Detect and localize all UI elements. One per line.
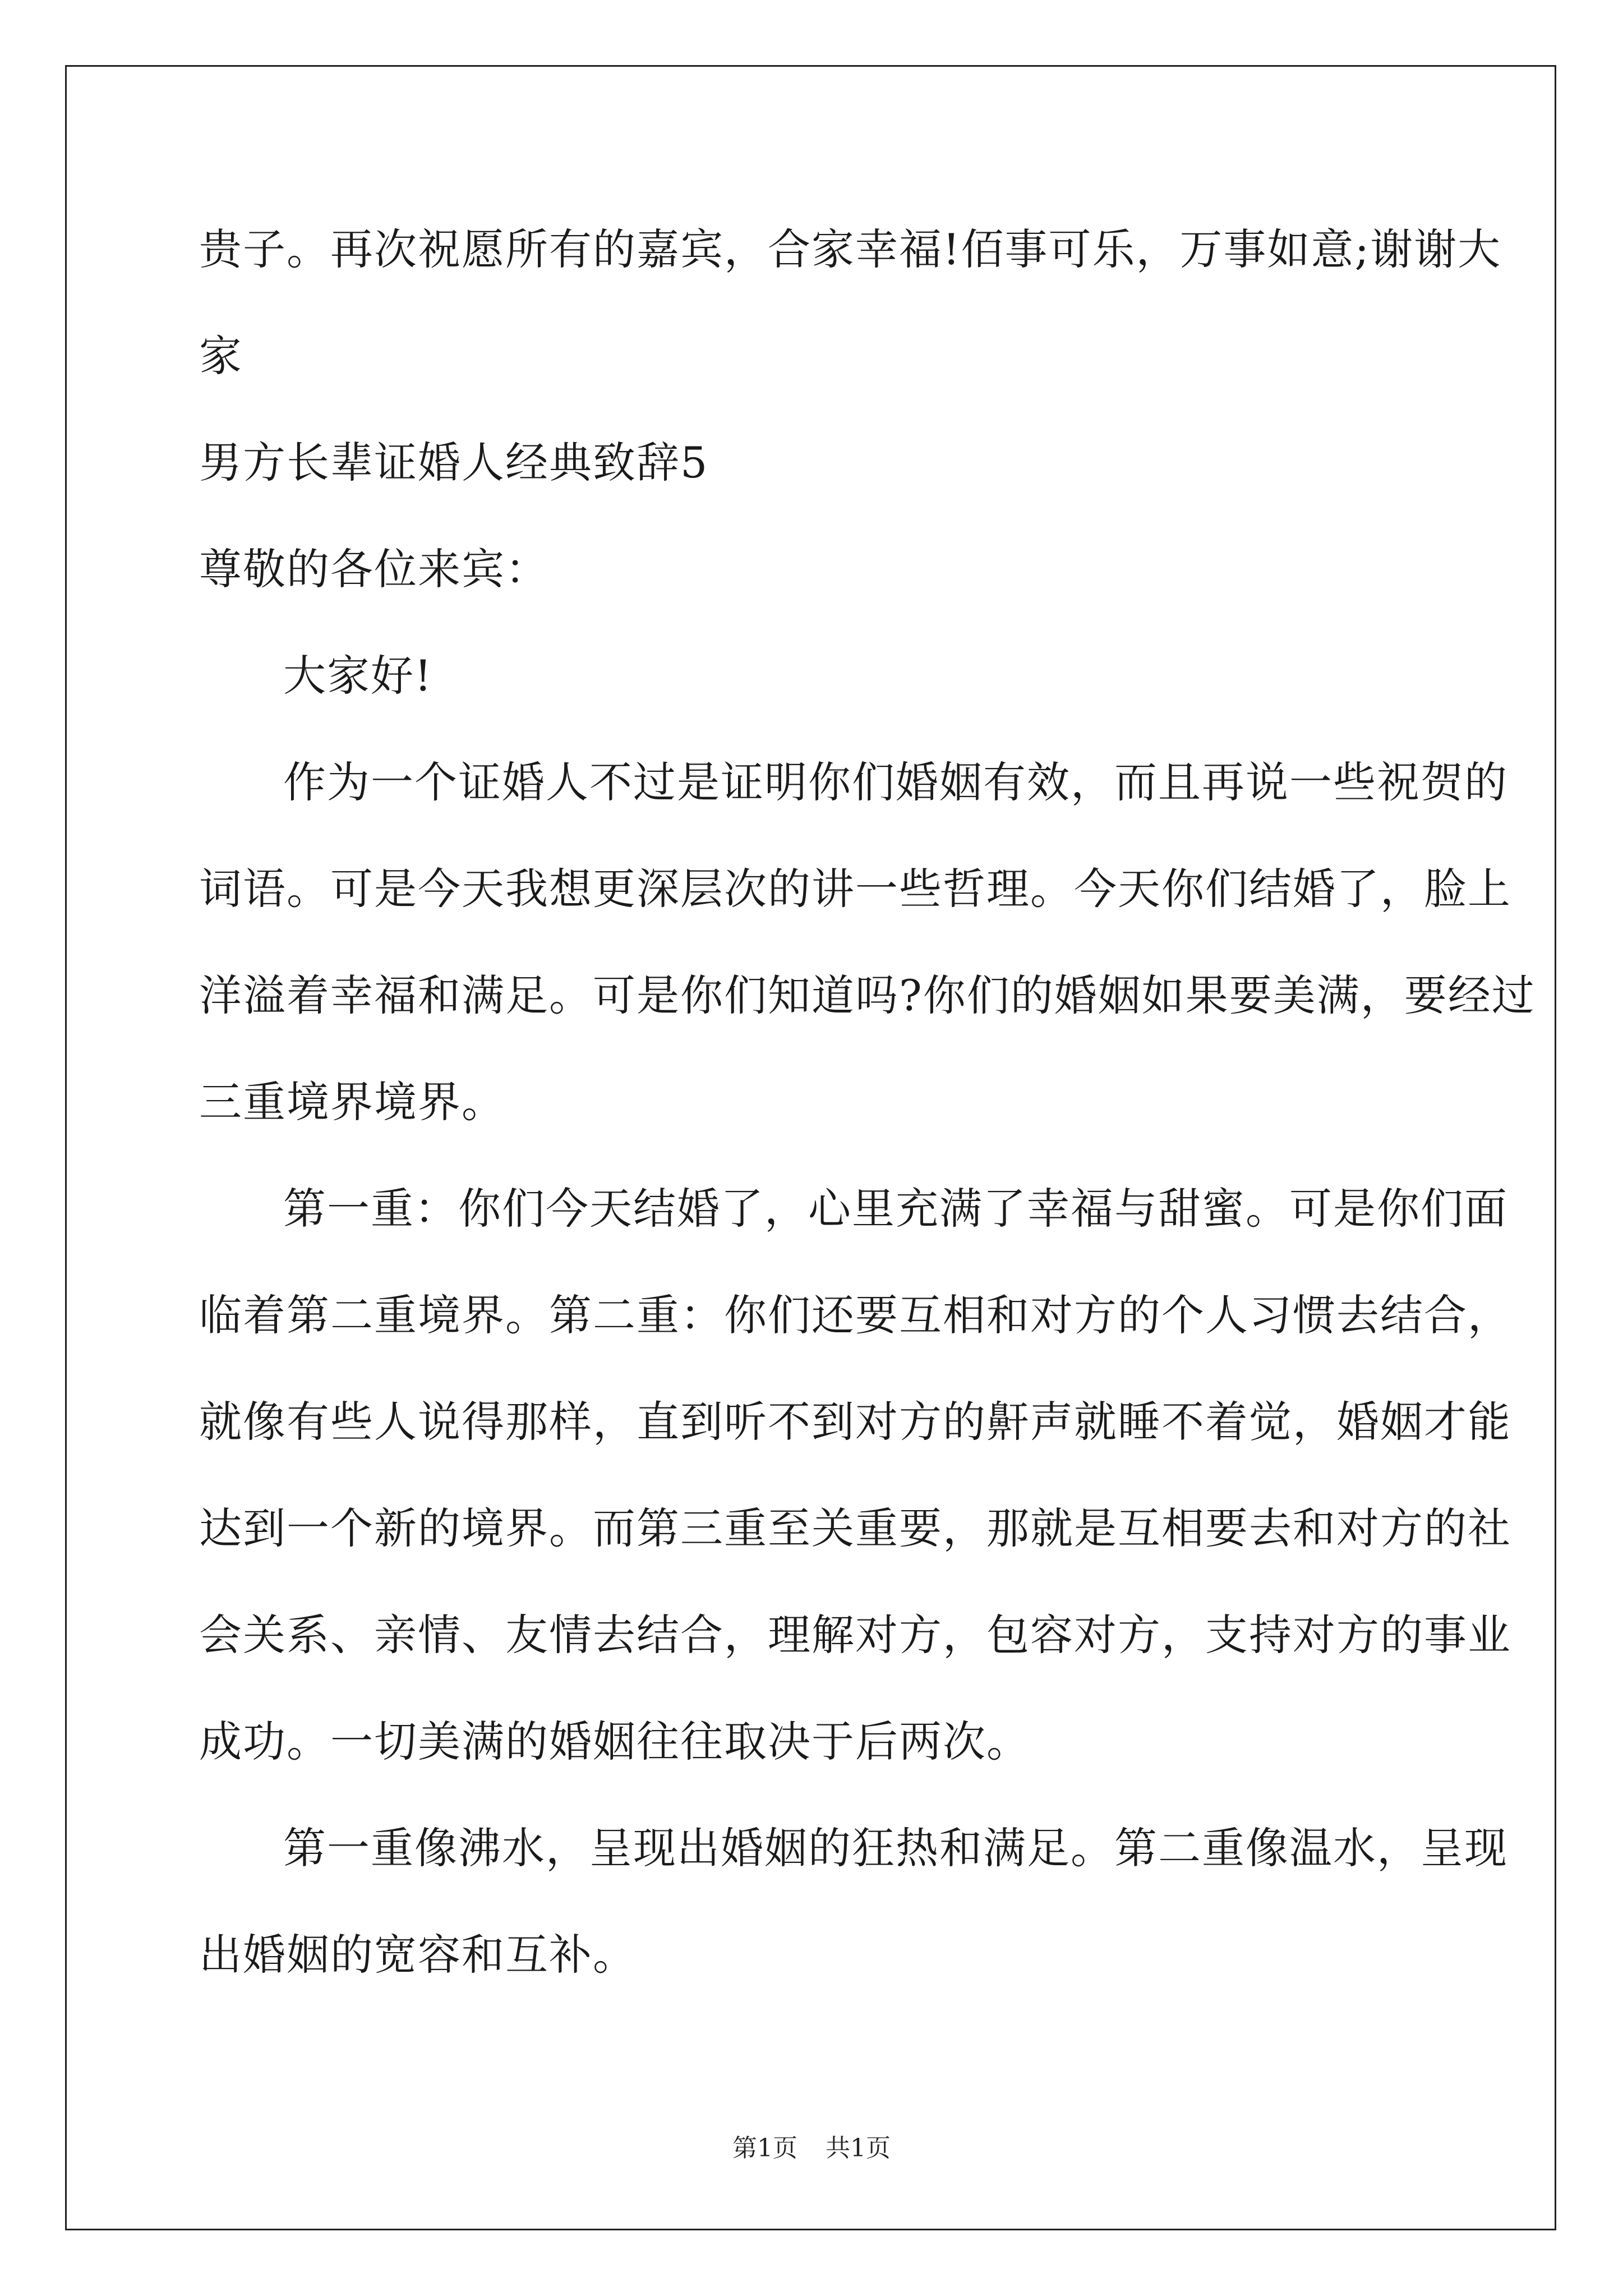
text-line: 达到一个新的境界。而第三重至关重要，那就是互相要去和对方的社 <box>199 1503 1511 1553</box>
text-line: 作为一个证婚人不过是证明你们婚姻有效，而且再说一些祝贺的 <box>283 757 1508 807</box>
page-total: 共1页 <box>826 2134 891 2162</box>
document-body <box>199 219 1536 2031</box>
text-line: 家 <box>199 331 243 381</box>
salutation: 尊敬的各位来宾： <box>199 544 549 594</box>
text-line: 就像有些人说得那样，直到听不到对方的鼾声就睡不着觉，婚姻才能 <box>199 1397 1511 1447</box>
page-number: 第1页 <box>732 2134 797 2162</box>
text-line: 洋溢着幸福和满足。可是你们知道吗?你们的婚姻如果要美满，要经过 <box>199 970 1536 1020</box>
text-line: 第一重像沸水，呈现出婚姻的狂热和满足。第二重像温水，呈现 <box>283 1823 1508 1873</box>
text-line: 贵子。再次祝愿所有的嘉宾，合家幸福!佰事可乐，万事如意;谢谢大 <box>199 224 1502 274</box>
text-line: 三重境界境界。 <box>199 1077 505 1127</box>
text-line: 会关系、亲情、友情去结合，理解对方，包容对方，支持对方的事业 <box>199 1610 1511 1660</box>
text-line: 成功。一切美满的婚姻往往取决于后两次。 <box>199 1717 1030 1766</box>
section-title: 男方长辈证婚人经典致辞5 <box>199 438 709 487</box>
greeting: 大家好! <box>283 651 433 701</box>
text-line: 词语。可是今天我想更深层次的讲一些哲理。今天你们结婚了，脸上 <box>199 864 1511 914</box>
text-line: 第一重：你们今天结婚了，心里充满了幸福与甜蜜。可是你们面 <box>283 1184 1508 1234</box>
text-line: 临着第二重境界。第二重：你们还要互相和对方的个人习惯去结合， <box>199 1290 1511 1340</box>
page-footer <box>0 2132 1623 2165</box>
text-line: 出婚姻的宽容和互补。 <box>199 1930 637 1980</box>
